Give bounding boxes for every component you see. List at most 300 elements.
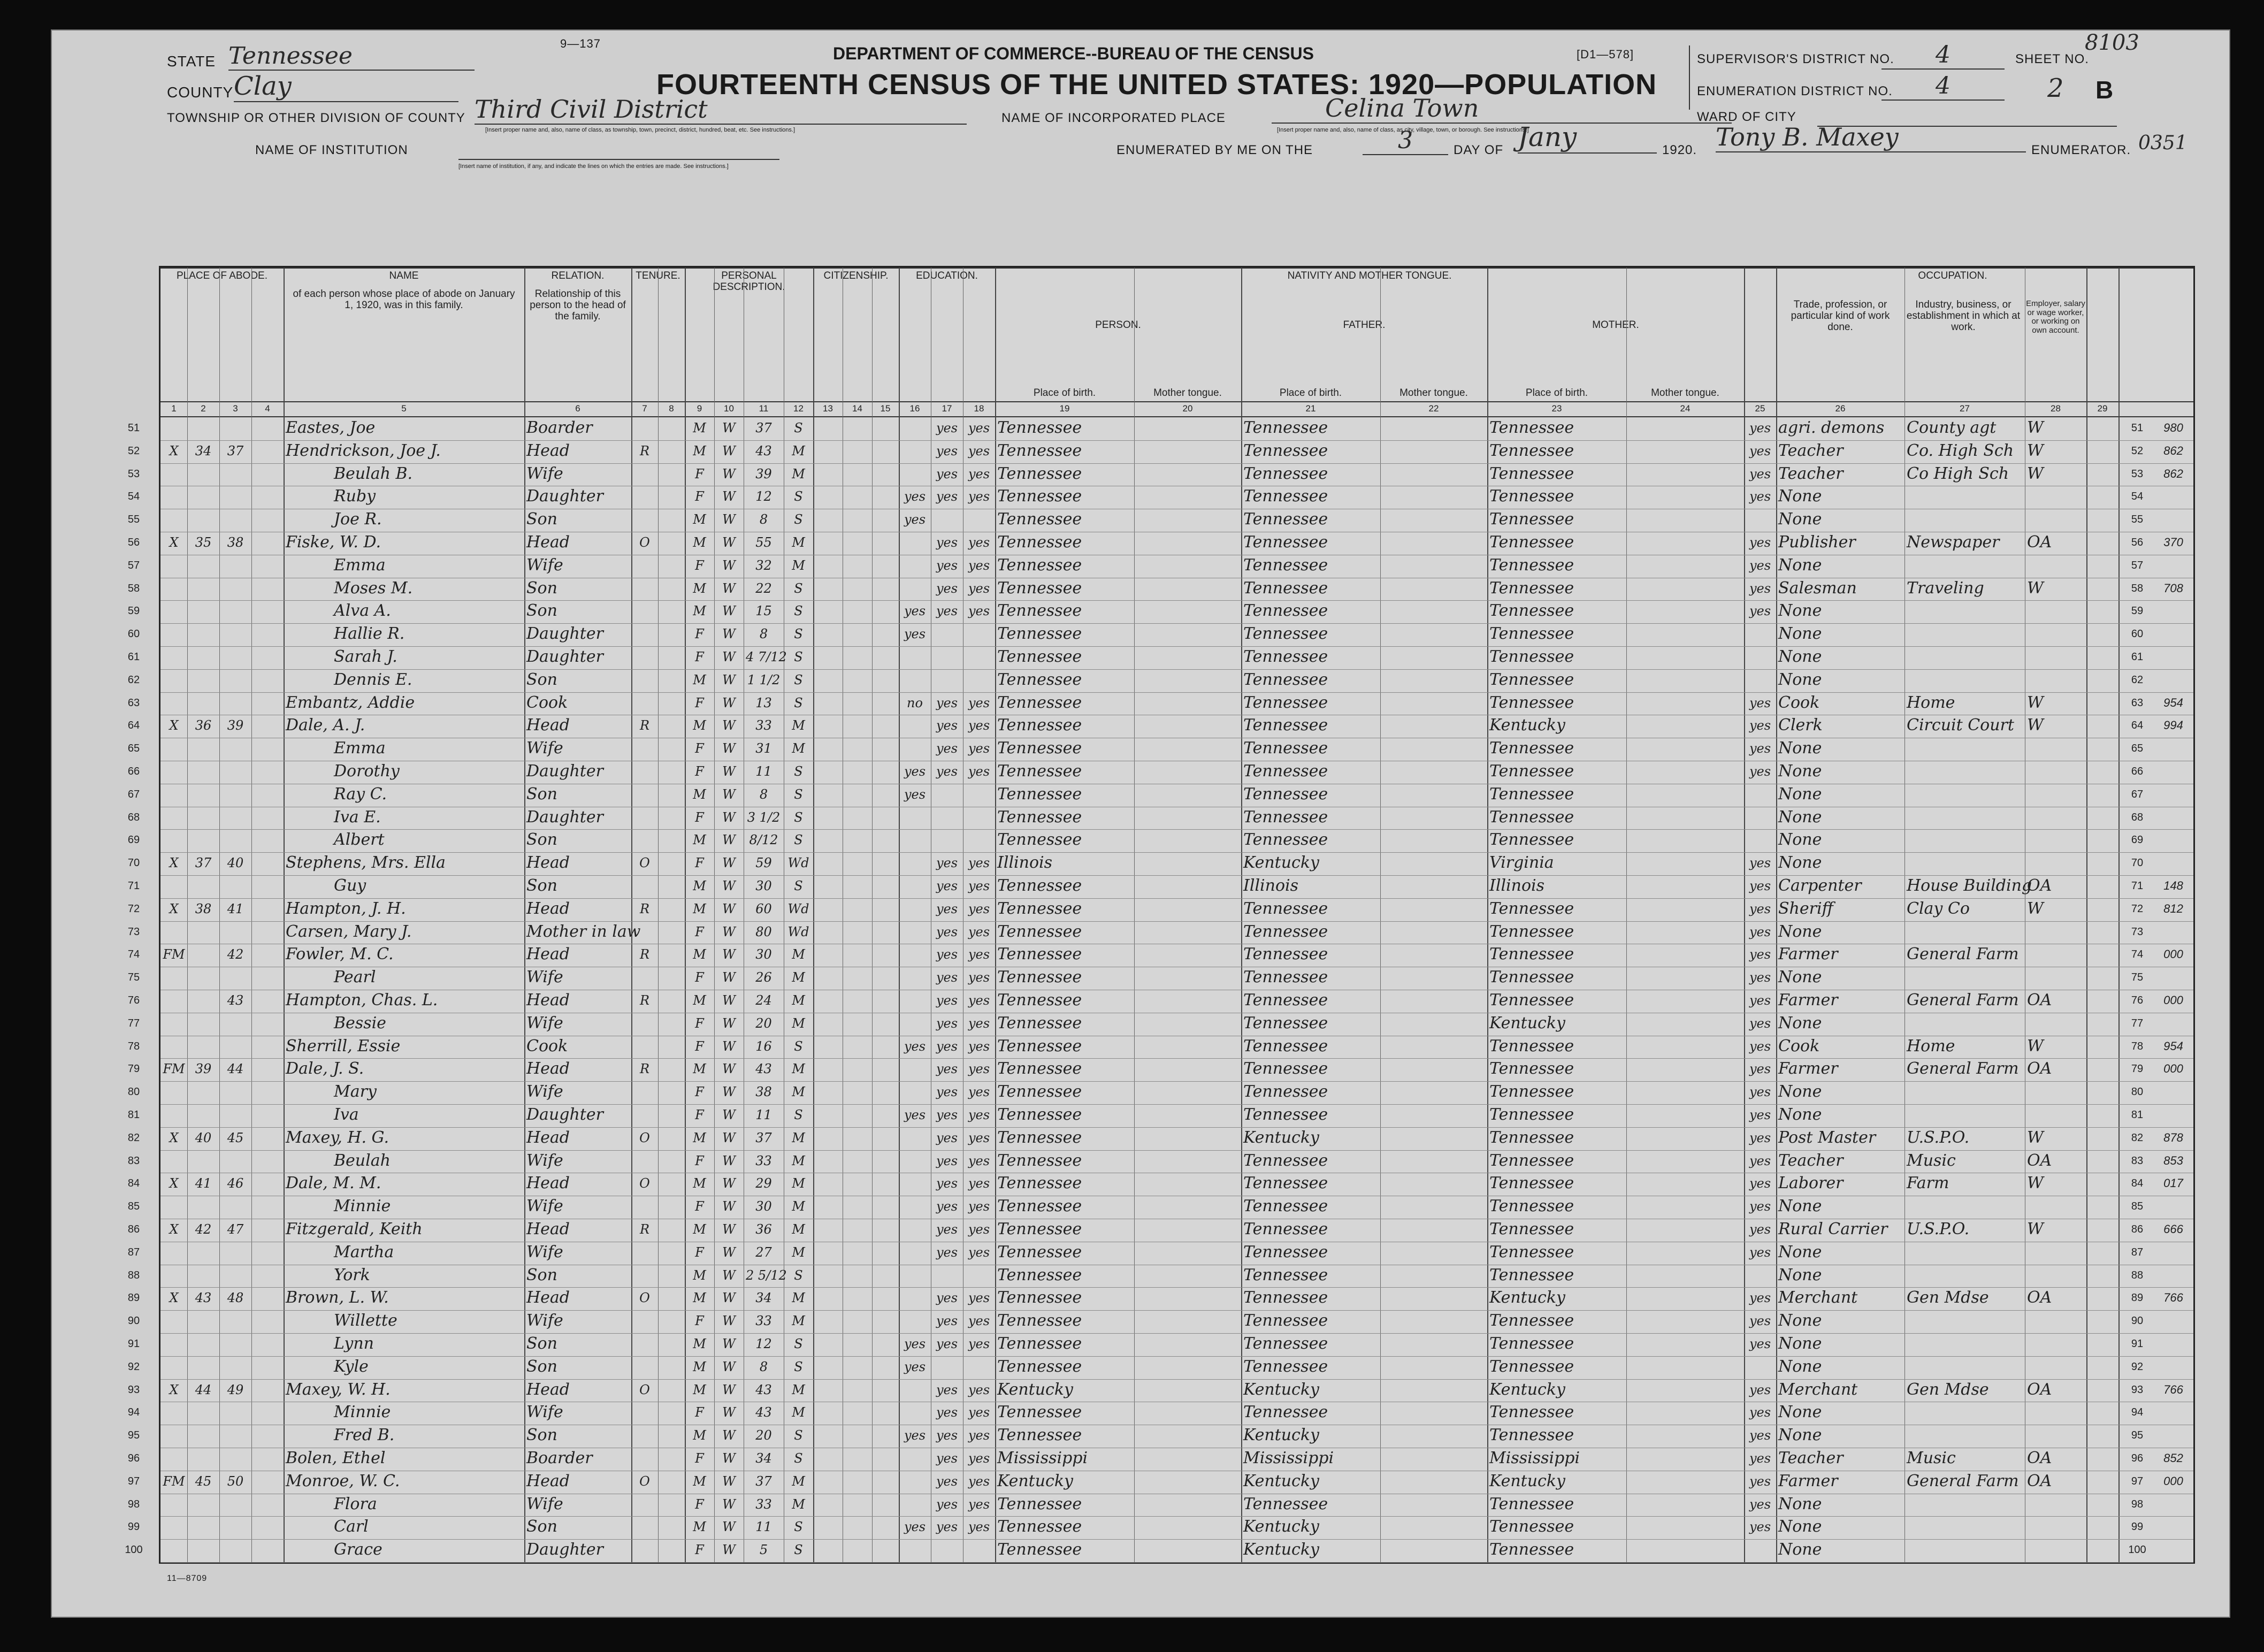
column-number: 1	[171, 403, 177, 414]
cell-name: Emma	[334, 555, 386, 575]
occupation-code: 954	[2163, 695, 2183, 709]
cell-name: Hendrickson, Joe J.	[286, 441, 441, 460]
cell-sex: F	[695, 970, 704, 985]
cell-st: FM	[163, 947, 185, 962]
cell-emp: W	[2027, 464, 2044, 483]
cell-emp: OA	[2027, 1288, 2052, 1307]
cell-race: W	[722, 764, 736, 779]
cell-mpob: Tennessee	[1489, 1151, 1574, 1170]
nativity-header: NATIVITY AND MOTHER TONGUE.	[1287, 270, 1452, 281]
cell-rel: Daughter	[526, 1540, 603, 1559]
cell-name: Lynn	[334, 1334, 374, 1353]
cell-pob: Tennessee	[997, 876, 1082, 895]
cell-read: yes	[936, 855, 958, 871]
cell-st: X	[169, 718, 179, 733]
cell-mpob: Tennessee	[1489, 762, 1574, 781]
line-number: 97	[2131, 1475, 2144, 1487]
cell-sch: yes	[904, 626, 926, 642]
cell-mpob: Tennessee	[1489, 1082, 1574, 1102]
footer-code: 11—8709	[167, 1574, 208, 1583]
cell-fpob: Tennessee	[1243, 1494, 1328, 1513]
cell-sex: M	[693, 1428, 706, 1443]
cell-ten: O	[639, 1130, 650, 1145]
column-number: 13	[823, 403, 833, 414]
cell-st: X	[169, 1176, 179, 1191]
cell-fpob: Tennessee	[1243, 510, 1328, 529]
cell-age: 36	[755, 1222, 772, 1237]
line-number: 67	[2131, 788, 2144, 800]
cell-sex: F	[695, 1313, 704, 1329]
cell-name: Carsen, Mary J.	[286, 922, 412, 941]
cell-mpob: Tennessee	[1489, 555, 1574, 575]
cell-sex: F	[695, 1084, 704, 1100]
cell-age: 5	[759, 1542, 768, 1558]
cell-sex: M	[693, 672, 706, 687]
table-row	[127, 1402, 2193, 1425]
cell-age: 11	[755, 1519, 772, 1535]
cell-sex: F	[695, 1015, 704, 1031]
sheet-side: B	[2095, 76, 2114, 104]
cell-ten: O	[639, 1176, 650, 1191]
cell-rel: Son	[526, 876, 557, 895]
cell-trade: Sheriff	[1778, 899, 1833, 918]
cell-age: 20	[755, 1428, 772, 1443]
cell-sex: F	[695, 1405, 704, 1420]
cell-pob: Mississippi	[997, 1449, 1088, 1467]
form-code: [D1—578]	[1577, 48, 1634, 61]
cell-race: W	[722, 1428, 736, 1443]
line-number: 56	[127, 537, 140, 548]
cell-ms: S	[794, 1451, 803, 1466]
cell-dw: 45	[195, 1473, 212, 1489]
line-number: 64	[127, 720, 140, 732]
cell-rel: Head	[526, 716, 570, 735]
cell-trade: Farmer	[1778, 991, 1838, 1009]
cell-ind: General Farm	[1907, 945, 2019, 964]
cell-fpob: Tennessee	[1243, 624, 1328, 644]
department-heading: DEPARTMENT OF COMMERCE--BUREAU OF THE CENSUS	[833, 44, 1314, 63]
cell-write: yes	[968, 695, 990, 710]
cell-mpob: Tennessee	[1489, 487, 1574, 506]
cell-name: Ray C.	[334, 784, 387, 804]
column-number: 8	[669, 403, 674, 414]
cell-fpob: Tennessee	[1243, 647, 1328, 666]
education-header: EDUCATION.	[916, 270, 978, 281]
cell-age: 43	[755, 1382, 772, 1397]
cell-sex: F	[695, 1107, 704, 1122]
cell-fam: 46	[227, 1176, 244, 1191]
cell-rel: Daughter	[526, 624, 603, 644]
cell-age: 43	[755, 443, 772, 458]
cell-dw: 43	[195, 1290, 212, 1306]
table-row	[127, 990, 2193, 1013]
cell-ms: M	[792, 443, 805, 458]
cell-mpob: Tennessee	[1489, 1197, 1574, 1216]
cell-name: Albert	[334, 830, 385, 850]
cell-fpob: Tennessee	[1243, 1403, 1328, 1422]
cell-eng: yes	[1749, 855, 1771, 871]
cell-mpob: Tennessee	[1489, 1128, 1574, 1147]
cell-fpob: Tennessee	[1243, 739, 1328, 758]
cell-race: W	[722, 603, 736, 619]
cell-write: yes	[968, 1153, 990, 1168]
cell-sex: M	[693, 580, 706, 596]
line-number: 83	[127, 1154, 140, 1167]
cell-rel: Head	[526, 1128, 570, 1147]
line-number: 78	[127, 1040, 140, 1052]
cell-rel: Son	[526, 578, 557, 598]
cell-emp: OA	[2027, 991, 2052, 1009]
cell-rel: Mother in law	[526, 922, 641, 941]
cell-dw: 38	[195, 901, 212, 916]
cell-pob: Tennessee	[997, 578, 1082, 598]
cell-st: X	[169, 535, 179, 550]
cell-age: 24	[755, 993, 772, 1008]
table-row	[127, 440, 2193, 464]
cell-name: Dale, J. S.	[286, 1059, 364, 1079]
line-number: 54	[2131, 491, 2144, 503]
cell-dw: 44	[195, 1382, 212, 1397]
line-number: 66	[2131, 766, 2144, 777]
cell-pob: Tennessee	[997, 418, 1082, 437]
cell-ind: Home	[1907, 693, 1955, 712]
cell-ms: S	[794, 489, 803, 504]
table-row	[127, 1310, 2193, 1334]
table-row	[127, 1287, 2193, 1311]
tongue-header-person: Mother tongue.	[1153, 387, 1222, 399]
cell-fam: 40	[227, 855, 244, 871]
cell-name: Minnie	[334, 1403, 391, 1422]
cell-pob: Kentucky	[997, 1471, 1073, 1490]
occupation-code: 994	[2163, 718, 2183, 732]
cell-name: Brown, L. W.	[286, 1288, 389, 1307]
cell-ind: Co. High Sch	[1907, 441, 2014, 460]
cell-mpob: Tennessee	[1489, 441, 1574, 460]
occupation-code: 000	[2163, 993, 2183, 1007]
cell-ms: M	[792, 1473, 805, 1489]
cell-age: 29	[755, 1176, 772, 1191]
cell-trade: None	[1778, 1311, 1822, 1330]
column-number: 6	[575, 403, 580, 414]
cell-emp: W	[2027, 418, 2044, 437]
cell-eng: yes	[1749, 718, 1771, 733]
name-desc: of each person whose place of abode on January 1, 1920, was in this family.	[293, 288, 515, 311]
line-number: 79	[2131, 1063, 2144, 1075]
cell-trade: None	[1778, 647, 1822, 666]
cell-trade: None	[1778, 1013, 1822, 1032]
column-number: 29	[2097, 403, 2108, 414]
line-number: 93	[127, 1383, 140, 1396]
cell-race: W	[722, 901, 736, 916]
cell-race: W	[722, 649, 736, 664]
line-number: 79	[127, 1063, 140, 1075]
cell-sch: yes	[904, 1519, 926, 1535]
cell-mpob: Mississippi	[1489, 1449, 1580, 1467]
cell-race: W	[722, 695, 736, 710]
cell-race: W	[722, 1290, 736, 1306]
cell-trade: Carpenter	[1778, 876, 1862, 895]
cell-fpob: Kentucky	[1243, 1128, 1319, 1147]
cell-mpob: Tennessee	[1489, 1540, 1574, 1559]
cell-ms: S	[794, 1267, 803, 1283]
column-number: 24	[1680, 403, 1691, 414]
table-row	[127, 1516, 2193, 1540]
table-row	[127, 555, 2193, 578]
cell-ms: S	[794, 1542, 803, 1558]
column-number: 15	[880, 403, 891, 414]
enumeration-day: 3	[1363, 127, 1448, 155]
cell-ms: M	[792, 535, 805, 550]
cell-read: yes	[936, 466, 958, 481]
cell-name: Ruby	[334, 487, 376, 506]
cell-rel: Cook	[526, 1036, 568, 1056]
line-number: 86	[2131, 1223, 2144, 1235]
cell-mpob: Tennessee	[1489, 1036, 1574, 1056]
cell-fpob: Kentucky	[1243, 1380, 1319, 1399]
cell-age: 33	[755, 1153, 772, 1168]
cell-write: yes	[968, 489, 990, 504]
cell-age: 8	[759, 512, 768, 527]
cell-fpob: Tennessee	[1243, 1265, 1328, 1284]
cell-fpob: Tennessee	[1243, 1357, 1328, 1376]
cell-trade: None	[1778, 1426, 1822, 1445]
occupation-code: 017	[2163, 1176, 2183, 1190]
cell-race: W	[722, 489, 736, 504]
cell-name: Dennis E.	[334, 670, 412, 689]
cell-st: X	[169, 855, 179, 871]
enumeration-month: Jany	[1518, 121, 1657, 154]
cell-read: yes	[936, 1084, 958, 1100]
cell-read: yes	[936, 1496, 958, 1512]
cell-mpob: Tennessee	[1489, 991, 1574, 1009]
cell-mpob: Tennessee	[1489, 1220, 1574, 1238]
cell-read: yes	[936, 1473, 958, 1489]
table-row	[127, 761, 2193, 784]
cell-write: yes	[968, 970, 990, 985]
cell-eng: yes	[1749, 443, 1771, 458]
ward-line	[1817, 125, 2117, 127]
column-number: 10	[724, 403, 734, 414]
cell-fpob: Tennessee	[1243, 784, 1328, 804]
cell-pob: Tennessee	[997, 1151, 1082, 1170]
cell-mpob: Tennessee	[1489, 1311, 1574, 1330]
cell-pob: Tennessee	[997, 922, 1082, 941]
cell-race: W	[722, 1222, 736, 1237]
cell-read: yes	[936, 695, 958, 710]
cell-fpob: Tennessee	[1243, 991, 1328, 1009]
cell-ms: S	[794, 1428, 803, 1443]
table-row	[127, 1471, 2193, 1494]
cell-ind: Co High Sch	[1907, 464, 2009, 483]
cell-race: W	[722, 557, 736, 573]
line-number: 91	[127, 1338, 140, 1350]
line-number: 65	[2131, 743, 2144, 755]
cell-eng: yes	[1749, 1313, 1771, 1329]
cell-write: yes	[968, 535, 990, 550]
cell-write: yes	[968, 1130, 990, 1145]
column-number: 2	[201, 403, 206, 414]
cell-mpob: Tennessee	[1489, 647, 1574, 666]
cell-sex: M	[693, 901, 706, 916]
table-row	[127, 1081, 2193, 1105]
table-row	[127, 1265, 2193, 1288]
cell-ind: Circuit Court	[1907, 716, 2014, 735]
cell-ms: S	[794, 832, 803, 848]
cell-emp: W	[2027, 441, 2044, 460]
cell-ms: M	[792, 1061, 805, 1077]
cell-rel: Son	[526, 510, 557, 529]
cell-ms: M	[792, 1382, 805, 1397]
table-row	[127, 921, 2193, 945]
cell-sex: F	[695, 1038, 704, 1054]
cell-trade: None	[1778, 624, 1822, 644]
cell-ms: S	[794, 764, 803, 779]
cell-race: W	[722, 832, 736, 848]
cell-trade: None	[1778, 1197, 1822, 1216]
line-number: 70	[2131, 857, 2144, 869]
cell-fpob: Tennessee	[1243, 762, 1328, 781]
cell-emp: W	[2027, 578, 2044, 598]
cell-read: yes	[936, 1382, 958, 1397]
column-number: 17	[942, 403, 952, 414]
institution-hint: [Insert name of institution, if any, and indicate the lines on which the entries are made. See instructions.]	[458, 163, 729, 170]
cell-pob: Tennessee	[997, 945, 1082, 964]
cell-write: yes	[968, 1176, 990, 1191]
line-number: 90	[2131, 1315, 2144, 1327]
relation-desc: Relationship of this person to the head of the family.	[530, 288, 626, 322]
cell-age: 12	[755, 1336, 772, 1351]
mother-header: MOTHER.	[1592, 319, 1639, 331]
cell-mpob: Tennessee	[1489, 1105, 1574, 1124]
cell-mpob: Tennessee	[1489, 533, 1574, 552]
cell-race: W	[722, 1199, 736, 1214]
line-number: 96	[2131, 1452, 2144, 1464]
cell-ten: R	[639, 993, 650, 1008]
cell-write: yes	[968, 557, 990, 573]
cell-sex: F	[695, 1244, 704, 1260]
cell-ten: O	[639, 535, 650, 550]
cell-age: 12	[755, 489, 772, 504]
township-value: Third Civil District	[475, 95, 967, 125]
cell-emp: OA	[2027, 1449, 2052, 1467]
cell-trade: Teacher	[1778, 1449, 1844, 1467]
cell-name: Bolen, Ethel	[286, 1449, 386, 1467]
cell-name: Beulah B.	[334, 464, 413, 483]
cell-name: Emma	[334, 739, 386, 758]
cell-race: W	[722, 1176, 736, 1191]
cell-pob: Tennessee	[997, 1426, 1082, 1445]
cell-ind: General Farm	[1907, 1471, 2019, 1490]
cell-read: yes	[936, 535, 958, 550]
cell-sex: M	[693, 420, 706, 435]
line-number: 94	[127, 1406, 140, 1419]
cell-race: W	[722, 1382, 736, 1397]
cell-ms: M	[792, 718, 805, 733]
cell-race: W	[722, 1473, 736, 1489]
cell-rel: Son	[526, 601, 557, 621]
line-number: 88	[2131, 1269, 2144, 1281]
cell-rel: Head	[526, 991, 570, 1009]
cell-pob: Tennessee	[997, 510, 1082, 529]
cell-race: W	[722, 1405, 736, 1420]
cell-eng: yes	[1749, 1199, 1771, 1214]
cell-rel: Head	[526, 1288, 570, 1307]
cell-age: 37	[755, 1473, 772, 1489]
table-row	[127, 417, 2193, 441]
cell-rel: Head	[526, 1380, 570, 1399]
cell-mpob: Tennessee	[1489, 968, 1574, 987]
line-number: 52	[127, 445, 140, 457]
cell-emp: W	[2027, 1174, 2044, 1193]
cell-dw: 35	[195, 535, 212, 550]
cell-pob: Tennessee	[997, 601, 1082, 621]
line-number: 66	[127, 766, 140, 777]
cell-pob: Tennessee	[997, 1288, 1082, 1307]
trade-header: Trade, profession, or particular kind of work done.	[1791, 299, 1890, 333]
cell-mpob: Tennessee	[1489, 899, 1574, 918]
cell-write: yes	[968, 443, 990, 458]
line-number: 98	[2131, 1498, 2144, 1510]
cell-sex: M	[693, 512, 706, 527]
cell-fpob: Tennessee	[1243, 1059, 1328, 1079]
cell-ind: Gen Mdse	[1907, 1288, 1989, 1307]
cell-emp: W	[2027, 1036, 2044, 1056]
cell-write: yes	[968, 1038, 990, 1054]
line-number: 87	[2131, 1246, 2144, 1258]
cell-mpob: Tennessee	[1489, 784, 1574, 804]
cell-write: yes	[968, 947, 990, 962]
cell-write: yes	[968, 1313, 990, 1329]
cell-write: yes	[968, 1382, 990, 1397]
cell-rel: Daughter	[526, 1105, 603, 1124]
cell-ind: U.S.P.O.	[1907, 1128, 1970, 1147]
cell-age: 60	[755, 901, 772, 916]
cell-ms: M	[792, 1084, 805, 1100]
line-number: 58	[127, 582, 140, 594]
cell-age: 38	[755, 1084, 772, 1100]
column-number: 14	[852, 403, 862, 414]
place-hint: [Insert proper name and, also, name of class, as city, village, town, or borough. See instructions.]	[1277, 127, 1529, 133]
cell-ms: M	[792, 1405, 805, 1420]
occupation-code: 852	[2163, 1451, 2183, 1465]
supervisor-label: SUPERVISOR'S DISTRICT NO.	[1697, 52, 1894, 66]
cell-read: yes	[936, 1199, 958, 1214]
cell-read: yes	[936, 1130, 958, 1145]
cell-sex: M	[693, 1267, 706, 1283]
cell-name: Kyle	[334, 1357, 369, 1376]
cell-ms: Wd	[787, 901, 809, 916]
cell-race: W	[722, 1267, 736, 1283]
table-row	[127, 1242, 2193, 1265]
cell-st: X	[169, 1290, 179, 1306]
cell-race: W	[722, 741, 736, 756]
cell-trade: agri. demons	[1778, 418, 1885, 437]
occupation-code: 954	[2163, 1039, 2183, 1053]
cell-trade: Publisher	[1778, 533, 1856, 552]
person-header: PERSON.	[1095, 319, 1141, 331]
cell-sch: yes	[904, 1428, 926, 1443]
cell-race: W	[722, 535, 736, 550]
cell-sex: M	[693, 1336, 706, 1351]
tongue-header-father: Mother tongue.	[1399, 387, 1468, 399]
cell-ind: General Farm	[1907, 1059, 2019, 1079]
cell-read: yes	[936, 924, 958, 939]
line-number: 98	[127, 1498, 140, 1510]
cell-ms: M	[792, 466, 805, 481]
cell-pob: Tennessee	[997, 1105, 1082, 1124]
cell-write: yes	[968, 993, 990, 1008]
cell-pob: Tennessee	[997, 1082, 1082, 1102]
